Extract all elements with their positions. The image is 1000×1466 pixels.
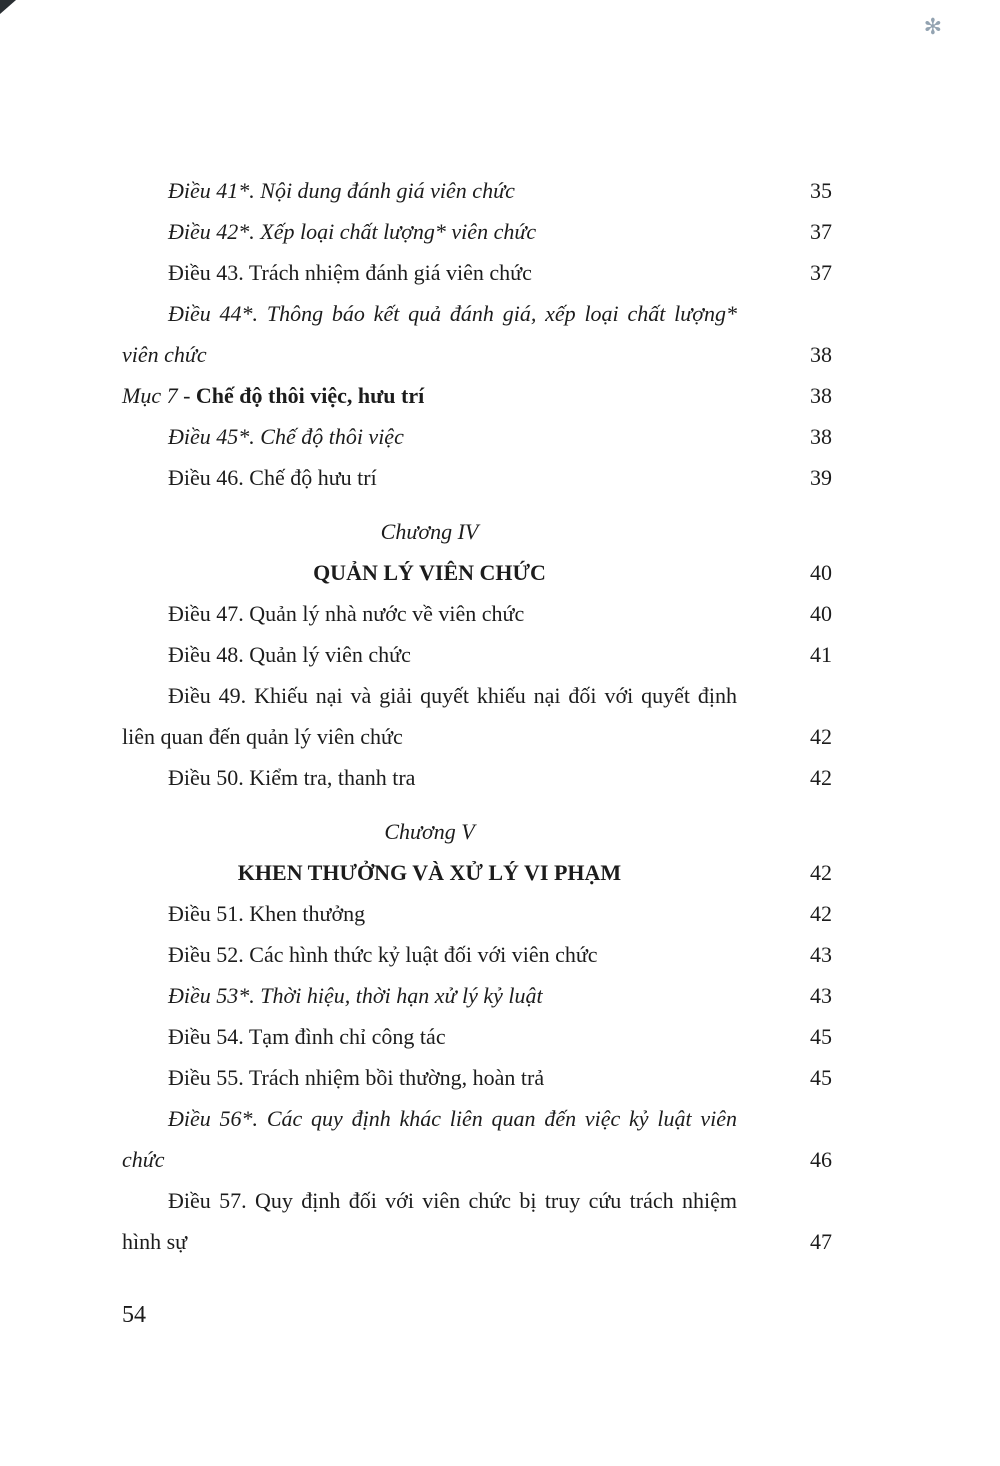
page-ref: 37: [810, 260, 832, 285]
entry-text: Điều 47. Quản lý nhà nước về viên chức: [168, 601, 525, 626]
page-ref: 38: [810, 424, 832, 449]
entry-text: Điều 45*. Chế độ thôi việc: [168, 424, 404, 449]
entry-text: Điều 41*. Nội dung đánh giá viên chức: [168, 178, 515, 203]
chapter-title: KHEN THƯỞNG VÀ XỬ LÝ VI PHẠM: [237, 860, 622, 885]
chapter-number: Chương IV: [380, 519, 479, 544]
page-ref: 46: [810, 1147, 832, 1172]
entry-text: Điều 53*. Thời hiệu, thời hạn xử lý kỷ luật: [168, 983, 543, 1008]
page-ref: 35: [810, 178, 832, 203]
toc-entry: [122, 252, 832, 293]
scan-artifact: [0, 0, 16, 14]
page-ref: 37: [810, 219, 832, 244]
entry-text: Điều 42*. Xếp loại chất lượng* viên chức: [168, 219, 537, 244]
page-ref: 47: [810, 1229, 832, 1254]
toc-entry: [122, 1098, 832, 1180]
page-ref: 43: [810, 983, 832, 1008]
section-title: Chế độ thôi việc, hưu trí: [195, 383, 425, 408]
page-ref: 42: [810, 724, 832, 749]
toc-entry: [122, 170, 832, 211]
toc-entry: [122, 1057, 832, 1098]
toc-entry: [122, 1180, 832, 1262]
page-ref: 38: [810, 342, 832, 367]
page-number: 54: [122, 1302, 146, 1328]
entry-text: Điều 46. Chế độ hưu trí: [168, 465, 377, 490]
page-ref: 42: [810, 901, 832, 926]
chapter-heading: [122, 511, 832, 593]
page-ref: 42: [810, 860, 832, 885]
page-ref: 43: [810, 942, 832, 967]
entry-text: Điều 44*. Thông báo kết quả đánh giá, xếp loại chất lượng* viên chức: [122, 301, 737, 367]
toc-entry-section: [122, 375, 832, 416]
entry-text: Điều 43. Trách nhiệm đánh giá viên chức: [168, 260, 532, 285]
page-ref: 45: [810, 1065, 832, 1090]
toc-entry: [122, 934, 832, 975]
snowflake-icon: ✻: [923, 14, 942, 39]
toc-entry: [122, 675, 832, 757]
chapter-number: Chương V: [384, 819, 475, 844]
page-ref: 45: [810, 1024, 832, 1049]
page-ref: 38: [810, 383, 832, 408]
toc-entry: [122, 893, 832, 934]
toc-entry: [122, 634, 832, 675]
toc-entry: [122, 975, 832, 1016]
table-of-contents: [122, 170, 832, 1262]
entry-text: Điều 50. Kiểm tra, thanh tra: [168, 765, 416, 790]
toc-entry: [122, 416, 832, 457]
entry-text: Điều 55. Trách nhiệm bồi thường, hoàn trả: [168, 1065, 545, 1090]
toc-entry: [122, 757, 832, 798]
toc-entry: [122, 293, 832, 375]
toc-entry: [122, 211, 832, 252]
entry-text: Điều 52. Các hình thức kỷ luật đối với viên chức: [168, 942, 598, 967]
page-ref: 39: [810, 465, 832, 490]
entry-text: Điều 49. Khiếu nại và giải quyết khiếu nại đối với quyết định liên quan đến quản lý viên chức: [122, 683, 737, 749]
entry-text: Điều 48. Quản lý viên chức: [168, 642, 411, 667]
page-ref: 40: [810, 560, 832, 585]
chapter-title: QUẢN LÝ VIÊN CHỨC: [313, 560, 546, 585]
page-ref: 40: [810, 601, 832, 626]
section-prefix: Mục 7 -: [122, 383, 196, 408]
toc-entry: [122, 1016, 832, 1057]
entry-text: Điều 51. Khen thưởng: [168, 901, 366, 926]
page-ref: 42: [810, 765, 832, 790]
toc-entry: [122, 593, 832, 634]
toc-entry: [122, 457, 832, 498]
entry-text: Điều 54. Tạm đình chỉ công tác: [168, 1024, 446, 1049]
page-ref: 41: [810, 642, 832, 667]
entry-text: Điều 57. Quy định đối với viên chức bị truy cứu trách nhiệm hình sự: [122, 1188, 737, 1254]
chapter-heading: [122, 811, 832, 893]
entry-text: Điều 56*. Các quy định khác liên quan đến việc kỷ luật viên chức: [122, 1106, 737, 1172]
